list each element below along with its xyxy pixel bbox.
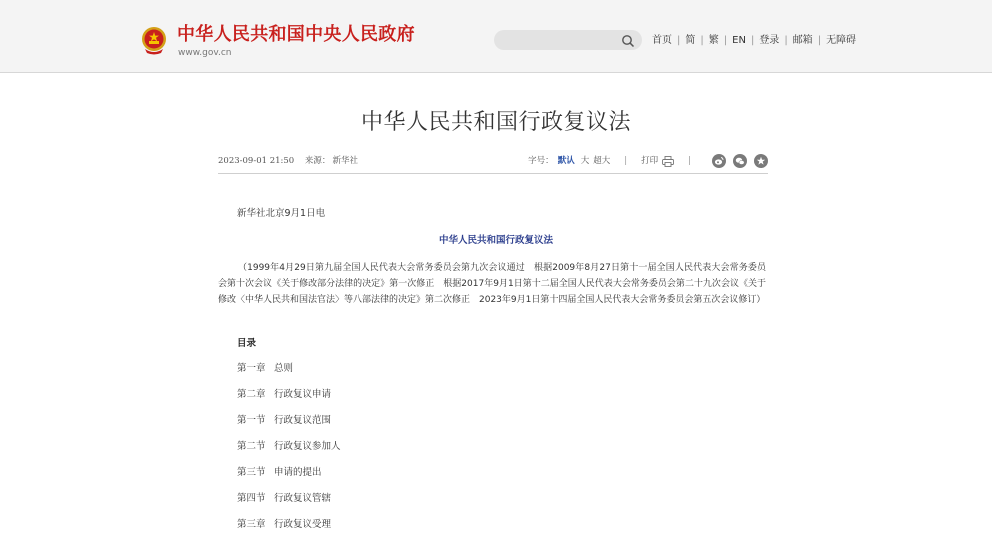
top-nav (652, 34, 856, 48)
site-title[interactable]: 中华人民共和国中央人民政府 (177, 24, 415, 45)
nav-accessibility[interactable]: 无障碍 (826, 35, 857, 46)
search-box (494, 30, 642, 50)
wechat-icon[interactable] (733, 154, 747, 168)
toc-item (237, 363, 341, 389)
nav-separator: | (723, 35, 728, 46)
toc-item-title: 申请的提出 (274, 467, 322, 478)
font-size-label: 字号： (528, 156, 554, 166)
toc-item-number: 第一节 (237, 415, 266, 426)
toc-item (237, 441, 341, 467)
toc-item-number: 第二节 (237, 441, 266, 452)
toc-item (237, 389, 341, 415)
nav-traditional[interactable]: 繁 (708, 35, 719, 46)
nav-separator: | (784, 35, 788, 46)
site-header (0, 0, 992, 73)
toc-item-title: 行政复议范围 (274, 415, 332, 426)
law-name-heading: 中华人民共和国行政复议法 (438, 235, 553, 246)
toc-heading: 目录 (237, 338, 257, 349)
nav-mail[interactable]: 邮箱 (792, 35, 813, 46)
nav-separator: | (677, 35, 681, 46)
nav-english[interactable]: EN (732, 35, 746, 46)
favorite-icon[interactable] (754, 154, 768, 168)
table-of-contents (237, 363, 341, 545)
meta-separator: | (688, 156, 691, 166)
nav-separator: | (750, 35, 755, 46)
toc-item (237, 467, 341, 493)
preamble-paragraph: （1999年4月29日第九届全国人民代表大会常务委员会第九次会议通过 根据2009年8月27日第十一届全国人民代表大会常务委员会第十次会议《关于修改部分法律的决定》第一次修正 根据2017年9月1日第十二届全国人民代表大会常务委员会第二十九次会议《关于修改〈中华人民共和国法官法〉等八部法律的决定》第二次修正 2023年9月1日第十四届全国人民代表大会常务委员会第五次会议修订） (218, 263, 766, 305)
toc-item-title: 总则 (274, 363, 294, 374)
weibo-icon[interactable] (712, 154, 726, 168)
dateline: 新华社北京9月1日电 (237, 208, 326, 219)
site-url: www.gov.cn (178, 48, 232, 58)
print-button[interactable] (641, 152, 674, 170)
search-input[interactable] (504, 32, 618, 50)
nav-simplified[interactable]: 简 (685, 35, 696, 46)
nav-separator: | (817, 35, 822, 46)
font-size-xlarge[interactable]: 超大 (593, 156, 611, 166)
toc-item (237, 493, 341, 519)
toc-item-title: 行政复议申请 (274, 389, 332, 400)
toc-item (237, 415, 341, 441)
font-size-default[interactable]: 默认 (557, 156, 575, 166)
toc-item (237, 519, 341, 545)
national-emblem-icon[interactable] (140, 26, 168, 56)
toc-item-number: 第一章 (237, 363, 266, 374)
article-meta (218, 152, 768, 170)
toc-item-number: 第三节 (237, 467, 266, 478)
print-label: 打印 (641, 156, 659, 166)
meta-separator: | (624, 156, 628, 166)
font-size-large[interactable]: 大 (580, 156, 590, 166)
toc-item-title: 行政复议管辖 (274, 493, 332, 504)
source-name: 新华社 (332, 156, 358, 166)
article-title: 中华人民共和国行政复议法 (360, 110, 631, 135)
source-label: 来源： (304, 156, 331, 166)
printer-icon (662, 156, 674, 167)
meta-divider (218, 173, 768, 174)
nav-home[interactable]: 首页 (652, 35, 672, 46)
toc-item-number: 第二章 (237, 389, 266, 400)
nav-login[interactable]: 登录 (759, 35, 780, 46)
toc-item-number: 第四节 (237, 493, 266, 504)
nav-separator: | (700, 35, 704, 46)
toc-item-title: 行政复议参加人 (274, 441, 341, 452)
toc-item-number: 第三章 (237, 519, 266, 530)
search-icon[interactable] (621, 33, 635, 47)
toc-item-title: 行政复议受理 (274, 519, 332, 530)
publish-date: 2023-09-01 21:50 (218, 156, 295, 166)
